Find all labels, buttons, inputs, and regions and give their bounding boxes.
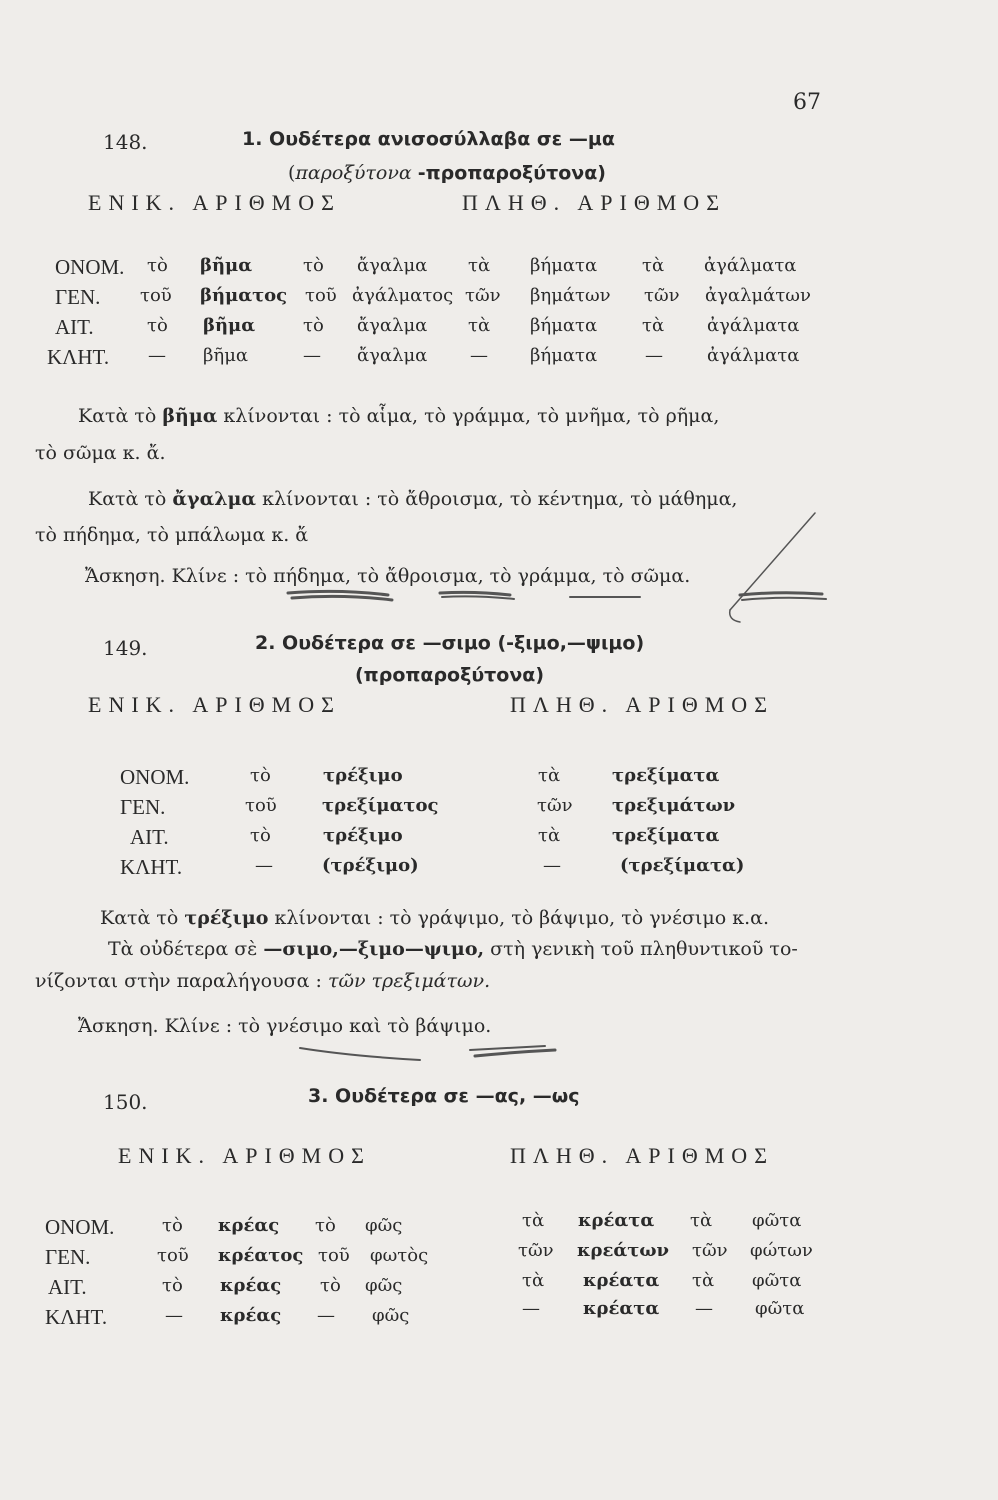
- plural-header-148: ΠΛΗΘ. ΑΡΙΘΜΟΣ: [462, 190, 726, 215]
- table-cell: τὰ: [522, 1270, 545, 1291]
- table-cell: τῶν: [465, 285, 501, 306]
- case-label: ΑΙΤ.: [130, 825, 169, 849]
- table-cell: τὰ: [642, 315, 665, 336]
- plural-header-149: ΠΛΗΘ. ΑΡΙΘΜΟΣ: [510, 692, 774, 717]
- table-cell: ἀγαλμάτων: [705, 285, 811, 306]
- table-cell: τὰ: [690, 1210, 713, 1231]
- table-cell: φῶτα: [755, 1298, 805, 1319]
- table-cell: τοῦ: [157, 1245, 189, 1266]
- pencil-underline-marks-149: [280, 1030, 580, 1075]
- case-label: ΑΙΤ.: [48, 1275, 87, 1299]
- case-label: ΓΕΝ.: [45, 1245, 91, 1269]
- table-cell: τὸ: [162, 1275, 183, 1296]
- table-cell: τρεξίματος: [322, 795, 439, 816]
- table-cell: φῶς: [365, 1275, 403, 1296]
- table-cell: τὸ: [250, 825, 271, 846]
- table-cell: τρεξιμάτων: [612, 795, 736, 816]
- table-cell: τὰ: [522, 1210, 545, 1231]
- table-cell: —: [645, 345, 663, 366]
- table-cell: βῆμα: [203, 315, 256, 336]
- section-title-149: 2. Ουδέτερα σε —σιμο (-ξιμο,—ψιμο): [255, 632, 645, 654]
- table-cell: τὸ: [147, 315, 168, 336]
- table-cell: βῆμα: [200, 255, 253, 276]
- page-number: 67: [793, 90, 821, 115]
- table-cell: —: [303, 345, 321, 366]
- pencil-underline-marks: [270, 505, 840, 635]
- case-label: ΑΙΤ.: [55, 315, 94, 339]
- table-cell: ἀγάλματα: [704, 255, 797, 276]
- table-cell: τὰ: [468, 255, 491, 276]
- table-cell: φῶτα: [752, 1210, 802, 1231]
- case-label: ΚΛΗΤ.: [45, 1305, 108, 1329]
- table-cell: βημάτων: [530, 285, 611, 306]
- table-cell: κρέας: [220, 1305, 282, 1326]
- table-cell: τῶν: [518, 1240, 554, 1261]
- table-cell: τὰ: [642, 255, 665, 276]
- table-cell: —: [695, 1298, 713, 1319]
- table-cell: κρέατα: [583, 1270, 660, 1291]
- table-cell: —: [470, 345, 488, 366]
- table-cell: τὰ: [692, 1270, 715, 1291]
- paragraph-148-2: Κατὰ τὸ ἄγαλμα κλίνονται : τὸ ἄθροισμα, τὸ κέντημα, τὸ μάθημα,: [88, 488, 738, 510]
- table-cell: κρέας: [218, 1215, 280, 1236]
- table-cell: ἄγαλμα: [357, 315, 428, 336]
- table-cell: φῶς: [372, 1305, 410, 1326]
- table-cell: ἀγάλματα: [707, 345, 800, 366]
- table-cell: τὰ: [538, 765, 561, 786]
- table-cell: φῶτα: [752, 1270, 802, 1291]
- table-cell: φωτὸς: [370, 1245, 429, 1266]
- table-cell: ἄγαλμα: [357, 255, 428, 276]
- table-cell: κρέατα: [578, 1210, 655, 1231]
- singular-header-149: ΕΝΙΚ. ΑΡΙΘΜΟΣ: [88, 692, 341, 717]
- table-cell: τῶν: [537, 795, 573, 816]
- singular-header-150: ΕΝΙΚ. ΑΡΙΘΜΟΣ: [118, 1143, 371, 1168]
- table-cell: κρεάτων: [577, 1240, 669, 1261]
- table-cell: τοῦ: [245, 795, 277, 816]
- section-number-149: 149.: [103, 636, 148, 660]
- table-cell: —: [317, 1305, 335, 1326]
- table-cell: φῶς: [365, 1215, 403, 1236]
- table-cell: τὰ: [468, 315, 491, 336]
- table-cell: κρέατα: [583, 1298, 660, 1319]
- table-cell: (τρέξιμο): [322, 855, 419, 876]
- table-cell: βήματα: [530, 345, 598, 366]
- table-cell: τὸ: [303, 255, 324, 276]
- table-cell: τρεξίματα: [612, 765, 720, 786]
- table-cell: τὸ: [320, 1275, 341, 1296]
- table-cell: τοῦ: [305, 285, 337, 306]
- table-cell: ἄγαλμα: [357, 345, 428, 366]
- table-cell: κρέατος: [218, 1245, 304, 1266]
- table-cell: —: [543, 855, 561, 876]
- table-cell: βήματος: [200, 285, 288, 306]
- section-number-148: 148.: [103, 130, 148, 154]
- table-cell: —: [255, 855, 273, 876]
- table-cell: βῆμα: [203, 345, 249, 366]
- paragraph-149-2: Τὰ οὐδέτερα σὲ —σιμο,—ξιμο—ψιμο, στὴ γενικὴ τοῦ πληθυντικοῦ το-: [108, 938, 798, 960]
- table-cell: βήματα: [530, 315, 598, 336]
- table-cell: —: [522, 1298, 540, 1319]
- singular-header-148: ΕΝΙΚ. ΑΡΙΘΜΟΣ: [88, 190, 341, 215]
- table-cell: —: [165, 1305, 183, 1326]
- table-cell: τοῦ: [140, 285, 172, 306]
- case-label: ΓΕΝ.: [120, 795, 166, 819]
- plural-header-150: ΠΛΗΘ. ΑΡΙΘΜΟΣ: [510, 1143, 774, 1168]
- table-cell: τὸ: [162, 1215, 183, 1236]
- table-cell: τρέξιμο: [323, 765, 403, 786]
- case-label: ΟΝΟΜ.: [55, 255, 125, 279]
- table-cell: (τρεξίματα): [620, 855, 745, 876]
- table-cell: τῶν: [692, 1240, 728, 1261]
- paragraph-148-1: Κατὰ τὸ βῆμα κλίνονται : τὸ αἷμα, τὸ γράμμα, τὸ μνῆμα, τὸ ρῆμα,: [78, 405, 720, 427]
- table-cell: τὸ: [147, 255, 168, 276]
- paragraph-148-2-cont: τὸ πήδημα, τὸ μπάλωμα κ. ἄ: [35, 524, 309, 546]
- paragraph-149-1: Κατὰ τὸ τρέξιμο κλίνονται : τὸ γράψιμο, τὸ βάψιμο, τὸ γνέσιμο κ.α.: [100, 907, 769, 929]
- exercise-149: Ἄσκηση. Κλίνε : τὸ γνέσιμο καὶ τὸ βάψιμο.: [78, 1015, 492, 1037]
- table-cell: τὰ: [538, 825, 561, 846]
- table-cell: ἀγάλματος: [352, 285, 454, 306]
- table-cell: τρέξιμο: [323, 825, 403, 846]
- case-label: ΟΝΟΜ.: [45, 1215, 115, 1239]
- paragraph-149-2-cont: νίζονται στὴν παραλήγουσα : τῶν τρεξιμάτων.: [35, 970, 491, 992]
- table-cell: τὸ: [250, 765, 271, 786]
- table-cell: ἀγάλματα: [707, 315, 800, 336]
- section-title-148: 1. Ουδέτερα ανισοσύλλαβα σε —μα: [242, 128, 615, 150]
- case-label: ΓΕΝ.: [55, 285, 101, 309]
- case-label: ΚΛΗΤ.: [47, 345, 110, 369]
- table-cell: τὸ: [315, 1215, 336, 1236]
- table-cell: —: [148, 345, 166, 366]
- section-subtitle-149: (προπαροξύτονα): [355, 664, 545, 686]
- table-cell: τοῦ: [318, 1245, 350, 1266]
- exercise-148: Ἄσκηση. Κλίνε : τὸ πήδημα, τὸ ἄθροισμα, τὸ γράμμα, τὸ σῶμα.: [85, 565, 691, 587]
- section-number-150: 150.: [103, 1090, 148, 1114]
- section-subtitle-148: (παροξύτονα -προπαροξύτονα): [288, 162, 606, 184]
- paragraph-148-1-cont: τὸ σῶμα κ. ἄ.: [35, 442, 166, 464]
- table-cell: τῶν: [644, 285, 680, 306]
- case-label: ΚΛΗΤ.: [120, 855, 183, 879]
- case-label: ΟΝΟΜ.: [120, 765, 190, 789]
- table-cell: τρεξίματα: [612, 825, 720, 846]
- section-title-150: 3. Ουδέτερα σε —ας, —ως: [308, 1085, 580, 1107]
- table-cell: βήματα: [530, 255, 598, 276]
- table-cell: φώτων: [750, 1240, 813, 1261]
- table-cell: κρέας: [220, 1275, 282, 1296]
- table-cell: τὸ: [303, 315, 324, 336]
